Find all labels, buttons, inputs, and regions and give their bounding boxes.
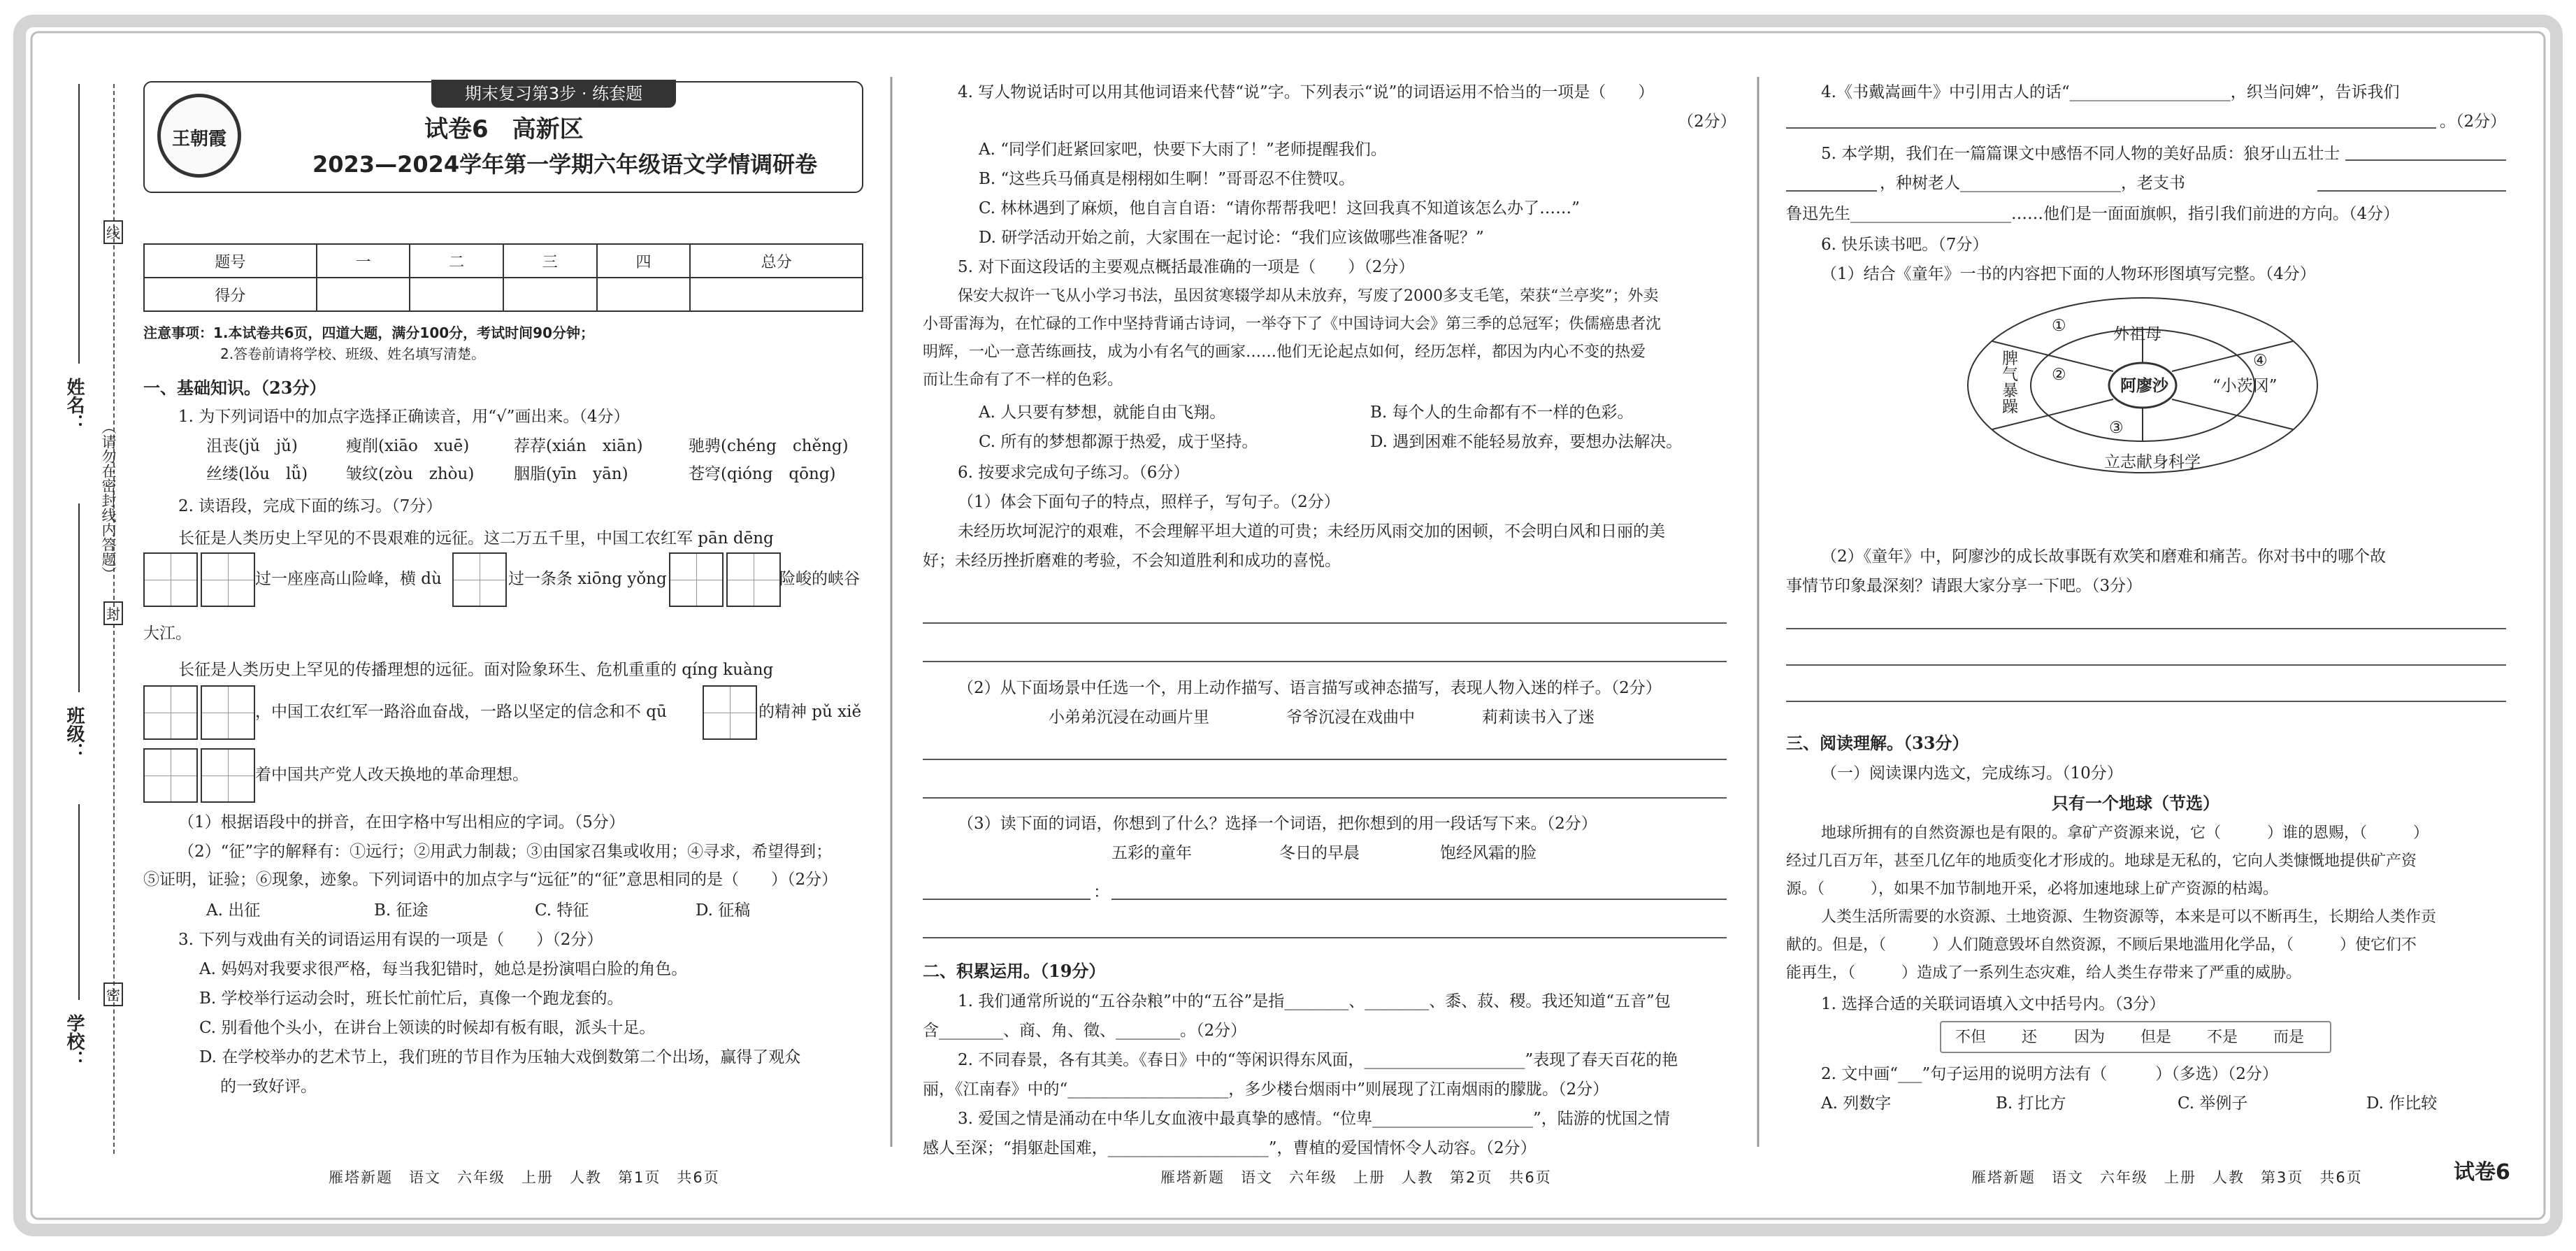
connective-word: 但是 xyxy=(2140,1029,2172,1046)
q4-score: （2分） xyxy=(1678,113,1736,131)
answer-line[interactable] xyxy=(2345,159,2506,161)
option-c[interactable]: C. 别看他个头小，在讲台上领读的时候却有板有眼，派头十足。 xyxy=(199,1019,656,1037)
ring-slot-4[interactable]: ④ xyxy=(2253,352,2268,370)
notes-line-1: 注意事项：1.本试卷共6页，四道大题，满分100分，考试时间90分钟； xyxy=(143,324,595,341)
option-a[interactable]: A. 出征 xyxy=(206,901,261,920)
class-line xyxy=(78,503,80,692)
passage-1-line-1: 长征是人类历史上罕见的不畏艰难的远征。这二万五千里，中国工农红军 pān dēng xyxy=(178,529,774,548)
page-1 xyxy=(143,70,863,1161)
paper-title: 试卷6 高新区 xyxy=(424,115,584,143)
option-b[interactable]: B. 打比方 xyxy=(1996,1094,2066,1113)
score-cell[interactable] xyxy=(317,278,410,311)
q6-sub2: （2）从下面场景中任选一个，用上动作描写、语言描写或神态描写，表现人物入迷的样子。（2分） xyxy=(958,679,1662,697)
passage-2-line-1: 长征是人类历史上罕见的传播理想的远征。面对险象环生、危机重重的 qíng kuàng xyxy=(178,661,774,679)
option-d[interactable]: D. 遇到困难不能轻易放弃，要想办法解决。 xyxy=(1370,433,1683,451)
seal-note: （请勿在密封线内答题） xyxy=(100,420,117,581)
option-a[interactable]: A. 人只要有梦想，就能自由飞翔。 xyxy=(979,403,1226,422)
tianzige-box[interactable] xyxy=(201,685,255,740)
passage-2-line-2b: 的精神 pǔ xiě xyxy=(758,703,862,721)
a6-sub1: （1）结合《童年》一书的内容把下面的人物环形图填写完整。（4分） xyxy=(1821,265,2316,283)
answer-line[interactable] xyxy=(1786,664,2506,666)
tianzige-box[interactable] xyxy=(143,748,198,803)
sub-q2-line-1: （2）“征”字的解释有：①远行；②用武力制裁；③由国家召集或收用；④寻求，希望得到； xyxy=(178,843,833,861)
passage-2-line-2a: ，中国工农红军一路浴血奋战，一路以坚定的信念和不 qū xyxy=(255,703,667,721)
a3-line-1: 3. 爱国之情是涌动在中华儿女血液中最真挚的感情。“位卑____________________”，陆游的忧国之情 xyxy=(958,1110,1670,1128)
a1-line-2: 含________、商、角、徵、________。（2分） xyxy=(923,1022,1247,1040)
score-cell[interactable] xyxy=(503,278,597,311)
ring-slot-3[interactable]: ③ xyxy=(2109,419,2124,437)
q1-text: 1. 为下列词语中的加点字选择正确读音，用“√”画出来。（4分） xyxy=(178,408,630,426)
sub-q2-line-2: ⑤证明，证验；⑥现象，迹象。下列词语中的加点字与“远征”的“征”意思相同的是（ ）（2分） xyxy=(143,871,838,889)
option-a[interactable]: A. “同学们赶紧回家吧，快要下大雨了！”老师提醒我们。 xyxy=(979,141,1387,159)
tianzige-box[interactable] xyxy=(669,552,724,607)
a5-line-2: ，种树老人____________________，老支书 xyxy=(1880,174,2185,192)
scene-option: 小弟弟沉浸在动画片里 xyxy=(1049,708,1209,727)
score-header: 四 xyxy=(597,244,691,278)
q5-passage-line: 明辉，一心一意苦练画技，成为小有名气的画家……他们无论起点如何，经历怎样，都因为内心不变的热爱 xyxy=(923,343,1646,361)
q6-text: 6. 按要求完成句子练习。（6分） xyxy=(958,464,1190,482)
connective-box xyxy=(1940,1021,2331,1053)
grid-pair xyxy=(669,552,784,607)
option-b[interactable]: B. 每个人的生命都有不一样的色彩。 xyxy=(1370,403,1634,422)
answer-line[interactable] xyxy=(923,622,1727,624)
q1-item: 驰骋(chéng chěng) xyxy=(689,437,849,455)
a2-line-2: 丽，《江南春》中的“____________________，多少楼台烟雨中”则展现了江南烟雨的朦胧。（2分） xyxy=(923,1080,1609,1099)
q5-text: 5. 对下面这段话的主要观点概括最准确的一项是（ ）（2分） xyxy=(958,258,1415,276)
a5-line-3: 鲁迅先生____________________……他们是一面面旗帜，指引我们前进的方向。（4分） xyxy=(1786,205,2400,223)
option-d[interactable]: D. 征稿 xyxy=(696,901,751,920)
seal-mark-xian: 线 xyxy=(103,220,123,244)
q1-item: 胭脂(yīn yān) xyxy=(514,465,628,483)
notes-line-2: 2.答卷前请将学校、班级、姓名填写清楚。 xyxy=(220,345,486,362)
answer-line[interactable] xyxy=(1786,127,2436,129)
option-d[interactable]: D. 在学校举办的艺术节上，我们班的节目作为压轴大戏倒数第二个出场，赢得了观众 xyxy=(199,1048,801,1066)
passage-1-line-2a: 过一座座高山险峰，横 dù xyxy=(255,570,442,588)
option-a[interactable]: A. 列数字 xyxy=(1821,1094,1892,1113)
option-c[interactable]: C. 举例子 xyxy=(2178,1094,2248,1113)
option-d[interactable]: D. 研学活动开始之前，大家围在一起讨论：“我们应该做哪些准备呢？” xyxy=(979,229,1484,247)
seal-mark-mi: 密 xyxy=(103,982,123,1006)
score-table xyxy=(143,243,863,312)
q5-passage-line: 小哥雷海为，在忙碌的工作中坚持背诵古诗词，一举夺下了《中国诗词大会》第三季的总冠军；佚儒癌患者沈 xyxy=(923,315,1662,333)
score-header: 题号 xyxy=(144,244,317,278)
answer-line[interactable] xyxy=(923,797,1727,799)
page-2 xyxy=(923,70,1734,1161)
q6-sub1-example-1: 未经历坎坷泥泞的艰难，不会理解平坦大道的可贵；未经历风雨交加的困顿，不会明白风和日丽的美 xyxy=(958,522,1665,541)
name-line xyxy=(78,84,80,364)
score-cell[interactable] xyxy=(597,278,691,311)
tianzige-box[interactable] xyxy=(201,552,255,607)
ring-left: 脾气暴躁 xyxy=(1999,350,2017,414)
tianzige-box[interactable] xyxy=(452,552,507,607)
q6-sub1-example-2: 好；未经历挫折磨难的考验，不会知道胜利和成功的喜悦。 xyxy=(923,552,1341,570)
paper-subtitle: 2023—2024学年第一学期六年级语文学情调研卷 xyxy=(312,151,818,178)
connective-word: 不但 xyxy=(1955,1029,1987,1046)
word-option: 五彩的童年 xyxy=(1111,844,1192,862)
reading-passage-line: 经过几百万年，甚至几亿年的地质变化才形成的。地球是无私的，它向人类慷慨地提供矿产资 xyxy=(1786,852,2417,870)
paper-header xyxy=(143,81,863,193)
passage-1-line-3: 大江。 xyxy=(143,624,192,643)
q1-item: 丝缕(lǒu lǚ) xyxy=(206,465,308,483)
a6-sub2-line-1: （2）《童年》中，阿廖沙的成长故事既有欢笑和磨难和痛苦。你对书中的哪个故 xyxy=(1821,548,2387,566)
footer-page-1: 雁塔新题 语文 六年级 上册 人教 第1页 共6页 xyxy=(329,1169,720,1186)
q1-item: 荐荐(xián xiān) xyxy=(514,437,643,455)
q1-item: 瘦削(xiāo xuē) xyxy=(346,437,470,455)
tianzige-box[interactable] xyxy=(143,552,198,607)
ring-right: “小茨冈” xyxy=(2212,377,2278,395)
reading-passage-line: 人类生活所需要的水资源、土地资源、生物资源等，本来是可以不断再生，长期给人类作贡 xyxy=(1821,908,2437,926)
reading-passage-title: 只有一个地球（节选） xyxy=(2052,794,2219,813)
q1-item: 苍穹(qióng qōng) xyxy=(689,465,836,483)
header-banner: 期末复习第3步 · 练套题 xyxy=(431,80,676,108)
reading-1-title: （一）阅读课内选文，完成练习。（10分） xyxy=(1821,764,2123,782)
a4-end: 。（2分） xyxy=(2440,113,2507,131)
score-row-label: 得分 xyxy=(144,278,317,311)
answer-line[interactable] xyxy=(1786,190,1877,192)
answer-line[interactable] xyxy=(923,759,1727,760)
a6-sub2-line-2: 事情节印象最深刻？请跟大家分享一下吧。（3分） xyxy=(1786,577,2143,595)
reading-q1: 1. 选择合适的关联词语填入文中括号内。（3分） xyxy=(1821,995,2166,1013)
footer-page-2: 雁塔新题 语文 六年级 上册 人教 第2页 共6页 xyxy=(1160,1169,1552,1186)
connective-word: 而是 xyxy=(2273,1029,2305,1046)
reading-q2: 2. 文中画“___”句子运用的说明方法有（ ）（多选）（2分） xyxy=(1821,1065,2278,1083)
answer-line[interactable] xyxy=(2317,190,2506,192)
q2-text: 2. 读语段，完成下面的练习。（7分） xyxy=(178,497,442,515)
sub-q1: （1）根据语段中的拼音，在田字格中写出相应的字词。（5分） xyxy=(178,813,625,831)
answer-line[interactable] xyxy=(923,937,1727,938)
school-label: 学校： xyxy=(64,1014,85,1068)
passage-2-line-3: 着中国共产党人改天换地的革命理想。 xyxy=(255,766,528,784)
passage-1-line-2c: 险峻的峡谷 xyxy=(779,570,860,588)
a1-line-1: 1. 我们通常所说的“五谷杂粮”中的“五谷”是指________、________、黍、菽、稷。我还知道“五音”包 xyxy=(958,992,1671,1010)
option-d[interactable]: D. 作比较 xyxy=(2366,1094,2438,1113)
q1-item: 沮丧(jǔ jǔ) xyxy=(206,437,298,455)
grid-row-1 xyxy=(143,552,258,607)
grid-row-2 xyxy=(143,685,258,740)
page-3 xyxy=(1786,70,2510,1161)
q6-sub1: （1）体会下面句子的特点，照样子，写句子。（2分） xyxy=(958,493,1340,511)
class-label: 班级： xyxy=(64,706,85,761)
footer-page-3: 雁塔新题 语文 六年级 上册 人教 第3页 共6页 xyxy=(1971,1169,2363,1186)
name-label: 姓名： xyxy=(64,378,85,432)
score-cell[interactable] xyxy=(690,278,863,311)
a2-line-1: 2. 不同春景，各有其美。《春日》中的“等闲识得东风面，____________________”表现了春天百花的艳 xyxy=(958,1051,1678,1069)
connective-word: 还 xyxy=(2022,1029,2038,1046)
grid-single xyxy=(703,685,760,740)
option-d-tail: 的一致好评。 xyxy=(220,1078,317,1096)
answer-line[interactable] xyxy=(1111,899,1727,900)
option-c[interactable]: C. 所有的梦想都源于热爱，成于坚持。 xyxy=(979,433,1258,451)
connective-word: 不是 xyxy=(2207,1029,2238,1046)
ring-center: 阿廖沙 xyxy=(2120,376,2168,395)
passage-1-line-2b: 过一条条 xiōng yǒng xyxy=(508,570,667,588)
option-b[interactable]: B. 学校举行运动会时，班长忙前忙后，真像一个跑龙套的。 xyxy=(199,989,624,1008)
grid-row-3 xyxy=(143,748,258,803)
reading-passage-line: 地球所拥有的自然资源也是有限的。拿矿产资源来说，它（ ）谁的恩赐，（ ） xyxy=(1821,824,2429,842)
a4-text: 4.《书戴嵩画牛》中引用古人的话“____________________，织当问婢”，告诉我们 xyxy=(1821,83,2400,101)
a6-text: 6. 快乐读书吧。（7分） xyxy=(1821,236,1989,254)
section-3-title: 三、阅读理解。（33分） xyxy=(1786,733,1969,753)
grid-single xyxy=(452,552,510,607)
reading-passage-line: 能再生，（ ）造成了一系列生态灾难，给人类生存带来了严重的威胁。 xyxy=(1786,964,2302,982)
school-line xyxy=(78,804,80,1000)
connective-word: 因为 xyxy=(2074,1029,2106,1046)
option-a[interactable]: A. 妈妈对我要求很严格，每当我犯错时，她总是扮演唱白脸的角色。 xyxy=(199,960,688,978)
reading-passage-line: 源。（ ），如果不加节制地开采，必将加速地球上矿产资源的枯竭。 xyxy=(1786,880,2279,898)
tianzige-box[interactable] xyxy=(143,685,198,740)
section-1-title: 一、基础知识。（23分） xyxy=(143,378,326,398)
q5-passage-line: 而让生命有了不一样的色彩。 xyxy=(923,371,1123,389)
tianzige-box[interactable] xyxy=(726,552,781,607)
option-c[interactable]: C. 林林遇到了麻烦，他自言自语：“请你帮帮我吧！这回我真不知道该怎么办了……” xyxy=(979,199,1580,217)
score-header: 三 xyxy=(503,244,597,278)
scene-option: 莉莉读书入了迷 xyxy=(1482,708,1595,727)
scene-option: 爷爷沉浸在戏曲中 xyxy=(1286,708,1415,727)
tianzige-box[interactable] xyxy=(703,685,757,740)
tianzige-box[interactable] xyxy=(201,748,255,803)
option-b[interactable]: B. “这些兵马俑真是栩栩如生啊！”哥哥忍不住赞叹。 xyxy=(979,170,1355,188)
option-b[interactable]: B. 征途 xyxy=(374,901,429,920)
q6-sub3: （3）读下面的词语，你想到了什么？选择一个词语，把你想到的用一段话写下来。（2分） xyxy=(958,815,1597,833)
section-2-title: 二、积累运用。（19分） xyxy=(923,961,1106,981)
reading-passage-line: 献的。但是，（ ）人们随意毁坏自然资源，不顾后果地滥用化学品，（ ）使它们不 xyxy=(1786,936,2417,954)
q3-text: 3. 下列与戏曲有关的词语运用有误的一项是（ ）（2分） xyxy=(178,931,603,949)
colon: ： xyxy=(1093,883,1109,901)
score-header: 二 xyxy=(410,244,503,278)
word-option: 饱经风霜的脸 xyxy=(1440,844,1537,862)
score-header: 总分 xyxy=(690,244,863,278)
word-option: 冬日的早晨 xyxy=(1279,844,1360,862)
a3-line-2: 感人至深；“捐躯赴国难，____________________”，曹植的爱国情怀令人动容。（2分） xyxy=(923,1139,1537,1157)
brand-logo: 王朝霞 xyxy=(157,94,241,178)
ring-top: 外祖母 xyxy=(2113,325,2161,343)
score-header: 一 xyxy=(317,244,410,278)
seal-mark-feng: 封 xyxy=(103,601,123,625)
option-c[interactable]: C. 特征 xyxy=(535,901,589,920)
paper-number-mark: 试卷6 xyxy=(2454,1160,2510,1185)
ring-slot-1[interactable]: ① xyxy=(2052,317,2066,335)
q5-passage-line: 保安大叔许一飞从小学习书法，虽因贫寒辍学却从未放弃，写废了2000多支毛笔，荣获“兰亭奖”；外卖 xyxy=(958,287,1659,305)
ring-slot-2[interactable]: ② xyxy=(2052,366,2066,384)
q1-item: 皱纹(zòu zhòu) xyxy=(346,465,475,483)
answer-line[interactable] xyxy=(923,899,1091,900)
q4-text: 4. 写人物说话时可以用其他词语来代替“说”字。下列表示“说”的词语运用不恰当的一项是（ ） xyxy=(958,83,1655,101)
score-cell[interactable] xyxy=(410,278,503,311)
ring-bottom: 立志献身科学 xyxy=(2104,453,2201,471)
answer-line[interactable] xyxy=(1786,701,2506,702)
answer-line[interactable] xyxy=(1786,628,2506,629)
a5-line-1: 5. 本学期，我们在一篇篇课文中感悟不同人物的美好品质：狼牙山五壮士 xyxy=(1821,145,2340,163)
answer-line[interactable] xyxy=(923,661,1727,662)
